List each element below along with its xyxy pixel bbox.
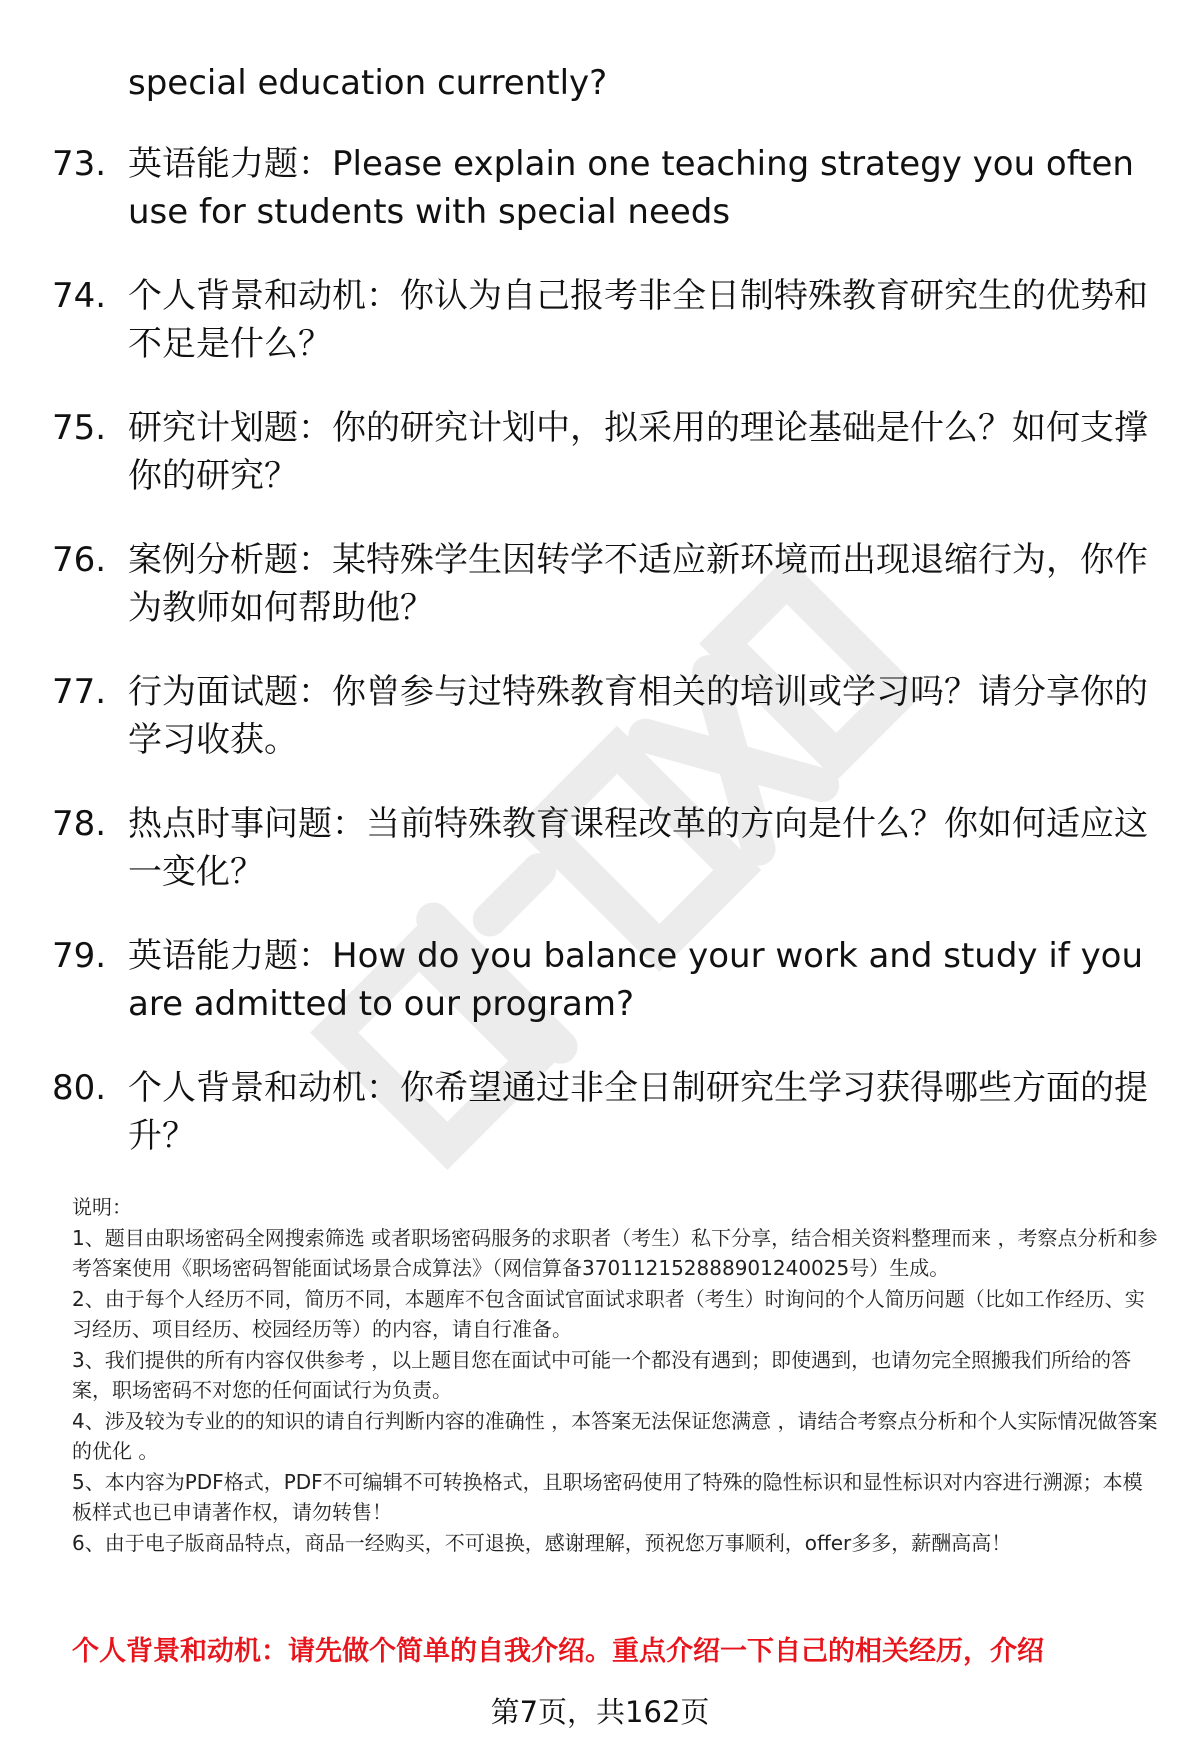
question-item — [52, 140, 1162, 236]
question-item — [52, 536, 1162, 632]
question-number: 77. — [52, 672, 107, 712]
question-continuation: special education currently? — [128, 63, 608, 103]
question-item — [52, 668, 1162, 764]
notes-section — [72, 1192, 1162, 1558]
question-text: 案例分析题：某特殊学生因转学不适应新环境而出现退缩行为，你作为教师如何帮助他？ — [128, 540, 1148, 628]
question-text: 行为面试题：你曾参与过特殊教育相关的培训或学习吗？请分享你的学习收获。 — [128, 672, 1148, 760]
note-item: 5、本内容为PDF格式，PDF不可编辑不可转换格式，且职场密码使用了特殊的隐性标识和显性标识对内容进行溯源；本模板样式也已申请著作权，请勿转售！ — [72, 1469, 1143, 1524]
note-item: 1、题目由职场密码全网搜索筛选 或者职场密码服务的求职者（考生）私下分享，结合相关资料整理而来 ，考察点分析和参考答案使用《职场密码智能面试场景合成算法》（网信算备370112152888901240025号）生成。 — [72, 1225, 1158, 1280]
page-number: 第7页，共162页 — [490, 1695, 710, 1729]
question-item — [52, 932, 1162, 1028]
question-text: 个人背景和动机：你希望通过非全日制研究生学习获得哪些方面的提升？ — [128, 1068, 1148, 1156]
question-text: 热点时事问题：当前特殊教育课程改革的方向是什么？你如何适应这一变化？ — [128, 804, 1148, 892]
question-number: 73. — [52, 144, 107, 184]
question-number: 76. — [52, 540, 107, 580]
question-number: 79. — [52, 936, 107, 976]
question-number: 80. — [52, 1068, 107, 1108]
question-text: 研究计划题：你的研究计划中，拟采用的理论基础是什么？如何支撑你的研究？ — [128, 408, 1148, 496]
note-item: 6、由于电子版商品特点，商品一经购买，不可退换，感谢理解，预祝您万事顺利，offer多多，薪酬高高！ — [72, 1530, 1012, 1555]
next-question-highlight: 个人背景和动机：请先做个简单的自我介绍。重点介绍一下自己的相关经历，介绍 — [72, 1636, 1044, 1667]
note-item: 4、涉及较为专业的的知识的请自行判断内容的准确性 ，本答案无法保证您满意 ，请结合考察点分析和个人实际情况做答案的优化 。 — [72, 1408, 1158, 1463]
question-text: 英语能力题：Please explain one teaching strategy you often use for students with special needs — [128, 144, 1134, 232]
question-item — [52, 404, 1162, 500]
question-item — [52, 800, 1162, 896]
question-number: 74. — [52, 276, 107, 316]
question-list — [52, 140, 1162, 1196]
notes-heading: 说明： — [72, 1195, 132, 1219]
question-number: 75. — [52, 408, 107, 448]
question-text: 个人背景和动机：你认为自己报考非全日制特殊教育研究生的优势和不足是什么？ — [128, 276, 1148, 364]
note-item: 3、我们提供的所有内容仅供参考 ，以上题目您在面试中可能一个都没有遇到；即使遇到，也请勿完全照搬我们所给的答案，职场密码不对您的任何面试行为负责。 — [72, 1347, 1132, 1402]
question-item — [52, 272, 1162, 368]
question-item — [52, 1064, 1162, 1160]
note-item: 2、由于每个人经历不同，简历不同，本题库不包含面试官面试求职者（考生）时询问的个人简历问题（比如工作经历、实习经历、项目经历、校园经历等）的内容，请自行准备。 — [72, 1286, 1145, 1341]
question-number: 78. — [52, 804, 107, 844]
question-text: 英语能力题：How do you balance your work and study if you are admitted to our program? — [128, 936, 1144, 1024]
